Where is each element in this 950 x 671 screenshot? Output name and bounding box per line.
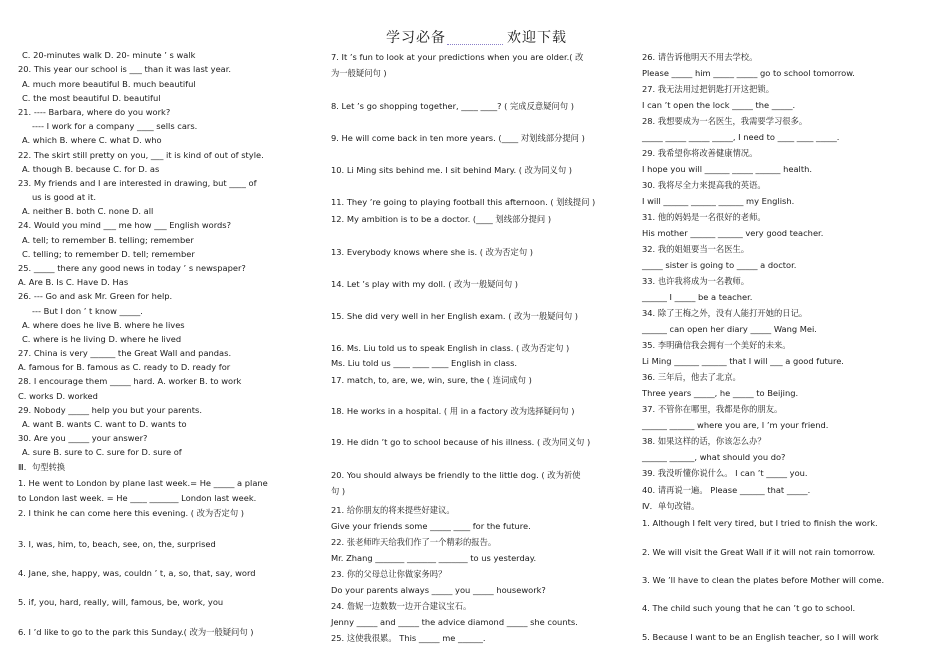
col1-line: 27. China is very ______ the Great Wall and pandas. [18, 348, 232, 358]
col3-line: ______ I _____ be a teacher. [642, 292, 753, 302]
header-right: 欢迎下载 [507, 30, 567, 46]
col2-line: Do your parents always _____ you _____ housework? [331, 585, 546, 595]
col1-line: A. famous for B. famous as C. ready to D. ready for [18, 362, 231, 372]
col3-line: 36. 三年后，他去了北京。 [642, 372, 741, 382]
col2-line: 12. My ambition is to be a doctor. (____ 划线部分提问 ) [331, 214, 552, 224]
col2-line: 23. 你的父母总让你做家务吗？ [331, 569, 447, 579]
col1-line: 5. if, you, hard, really, will, famous, be, work, you [18, 597, 224, 607]
col3-line: 27. 我无法用过把钥匙打开这把锁。 [642, 84, 774, 94]
col2-line: Mr. Zhang _______ _______ _______ to us yesterday. [331, 553, 537, 563]
col3-line: 1. Although I felt very tired, but I tried to finish the work. [642, 518, 878, 528]
col3-line: 34. 除了王梅之外，没有人能打开她的日记。 [642, 308, 808, 318]
col1-line: C. works D. worked [18, 391, 98, 401]
col3-line: 30. 我将尽全力来提高我的英语。 [642, 180, 766, 190]
col2-line: 25. 这使我很累。 This _____ me ______. [331, 633, 486, 643]
col1-line: 22. The skirt still pretty on you, ___ it is kind of out of style. [18, 150, 264, 160]
col3-line: ______ ______, what should you do? [642, 452, 786, 462]
col1-line: C. the most beautiful D. beautiful [22, 93, 161, 103]
col3-line: Li Ming ______ ______ that I will ___ a good future. [642, 356, 844, 366]
col3-line: ______ can open her diary _____ Wang Mei. [642, 324, 817, 334]
col3-line: 38. 如果这样的话，你该怎么办？ [642, 436, 766, 446]
col2-line: 9. He will come back in ten more years. (____ 对划线部分提问 ) [331, 133, 585, 143]
col3-line: 4. The child such young that he can ’t go to school. [642, 603, 856, 613]
col2-line: Ms. Liu told us ____ ____ ____ English in class. [331, 358, 518, 368]
col2-line: 为一般疑问句 ) [331, 68, 387, 78]
col1-line: 30. Are you _____ your answer? [18, 433, 148, 443]
col3-line: I will ______ ______ ______ my English. [642, 196, 795, 206]
col3-line: 35. 李明确信我会拥有一个美好的未来。 [642, 340, 791, 350]
col1-line: to London last week. = He ____ _______ London last week. [18, 493, 257, 503]
col1-line: A. though B. because C. for D. as [22, 164, 160, 174]
col1-line: 26. --- Go and ask Mr. Green for help. [18, 291, 173, 301]
col1-line: A. which B. where C. what D. who [22, 135, 162, 145]
col2-line: Jenny _____ and _____ the advice diamond _____ she counts. [331, 617, 578, 627]
col1-line: ---- I work for a company ____ sells cars. [32, 121, 198, 131]
col1-line: 25. _____ there any good news in today ’ s newspaper? [18, 263, 246, 273]
col2-line: 22. 张老师昨天给我们作了一个精彩的报告。 [331, 537, 497, 547]
col1-line: 28. I encourage them _____ hard. A. worker B. to work [18, 376, 242, 386]
col2-line: 11. They ’re going to playing football this afternoon. ( 划线提问 ) [331, 197, 596, 207]
col3-line: Please _____ him _____ _____ go to school tomorrow. [642, 68, 855, 78]
col1-line: C. where is he living D. where he lived [22, 334, 182, 344]
col3-line: His mother ______ ______ very good teacher. [642, 228, 824, 238]
header-divider [447, 44, 503, 45]
col3-line: 40. 请再说一遍。 Please ______ that _____. [642, 485, 811, 495]
col1-line: us is good at it. [32, 192, 96, 202]
col1-line: A. where does he live B. where he lives [22, 320, 185, 330]
col1-line: 20. This year our school is ___ than it was last year. [18, 64, 232, 74]
col1-line: 3. I, was, him, to, beach, see, on, the, surprised [18, 539, 216, 549]
col3-line: 28. 我想要成为一名医生，我需要学习很多。 [642, 116, 808, 126]
col1-line: C. telling; to remember D. tell; remember [22, 249, 195, 259]
col3-line: I hope you will ______ _____ ______ health. [642, 164, 812, 174]
col1-line: 29. Nobody _____ help you but your parents. [18, 405, 202, 415]
page-header [0, 27, 950, 47]
col2-line: 8. Let ’s go shopping together, ____ ____? ( 完成反意疑问句 ) [331, 101, 574, 111]
col3-line: 39. 我没听懂你说什么。 I can ’t _____ you. [642, 468, 808, 478]
col3-line: Three years _____, he _____ to Beijing. [642, 388, 799, 398]
col3-line: 5. Because I want to be an English teacher, so I will work [642, 632, 879, 642]
col1-line: A. much more beautiful B. much beautiful [22, 79, 196, 89]
col3-line: ______ ______ where you are, I ’m your friend. [642, 420, 829, 430]
col3-line: 37. 不管你在哪里，我都是你的朋友。 [642, 404, 783, 414]
col1-line: C. 20-minutes walk D. 20- minute ’ s walk [22, 50, 196, 60]
col1-line: 21. ---- Barbara, where do you work? [18, 107, 171, 117]
col1-line: Ⅲ．句型转换 [18, 462, 66, 472]
col3-line: Ⅳ．单句改错。 [642, 501, 700, 511]
col2-line: 14. Let ’s play with my doll. ( 改为一般疑问句 ) [331, 279, 519, 289]
col3-line: 32. 我的姐姐要当一名医生。 [642, 244, 750, 254]
col1-line: A. Are B. Is C. Have D. Has [18, 277, 129, 287]
col1-line: A. neither B. both C. none D. all [22, 206, 154, 216]
col2-line: 13. Everybody knows where she is. ( 改为否定句 ) [331, 247, 534, 257]
col2-line: Give your friends some _____ ____ for the future. [331, 521, 531, 531]
col2-line: 18. He works in a hospital. ( 用 in a factory 改为选择疑问句 ) [331, 406, 575, 416]
col1-line: A. tell; to remember B. telling; remember [22, 235, 194, 245]
col2-line: 21. 给你朋友的将来提些好建议。 [331, 505, 455, 515]
col3-line: I can ’t open the lock _____ the _____. [642, 100, 796, 110]
col2-line: 10. Li Ming sits behind me. I sit behind Mary. ( 改为同义句 ) [331, 165, 573, 175]
col1-line: 2. I think he can come here this evening. ( 改为否定句 ) [18, 508, 244, 518]
col3-line: _____ sister is going to _____ a doctor. [642, 260, 797, 270]
col2-line: 7. It ’s fun to look at your predictions when you are older.( 改 [331, 52, 584, 62]
col2-line: 15. She did very well in her English exam. ( 改为一般疑问句 ) [331, 311, 579, 321]
col1-line: A. want B. wants C. want to D. wants to [22, 419, 187, 429]
col1-line: 24. Would you mind ___ me how ___ English words? [18, 220, 231, 230]
col2-line: 17. match, to, are, we, win, sure, the ( 连词成句 ) [331, 375, 532, 385]
col3-line: 31. 他的妈妈是一名很好的老师。 [642, 212, 766, 222]
col1-line: --- But I don ’ t know _____. [32, 306, 143, 316]
col3-line: 3. We ’ll have to clean the plates before Mother will come. [642, 575, 885, 585]
col1-line: 1. He went to London by plane last week.= He _____ a plane [18, 478, 268, 488]
col3-line: 26. 请告诉他明天不用去学校。 [642, 52, 758, 62]
col3-line: 2. We will visit the Great Wall if it will not rain tomorrow. [642, 547, 876, 557]
col2-line: 24. 詹妮一边数数一边开合建议宝石。 [331, 601, 472, 611]
col3-line: _____ _____ _____ _____, I need to ____ ____ _____. [642, 132, 840, 142]
col2-line: 20. You should always be friendly to the little dog. ( 改为祈使 [331, 470, 581, 480]
col3-line: 29. 我希望你将改善健康情况。 [642, 148, 758, 158]
col3-line: 33. 也许我将成为一名教师。 [642, 276, 750, 286]
col1-line: A. sure B. sure to C. sure for D. sure of [22, 447, 182, 457]
col2-line: 16. Ms. Liu told us to speak English in class. ( 改为否定句 ) [331, 343, 570, 353]
header-left: 学习必备 [386, 30, 446, 46]
col1-line: 23. My friends and I are interested in drawing, but ____ of [18, 178, 257, 188]
col2-line: 句 ) [331, 486, 346, 496]
col1-line: 4. Jane, she, happy, was, couldn ’ t, a, so, that, say, word [18, 568, 256, 578]
col1-line: 6. I ’d like to go to the park this Sunday.( 改为一般疑问句 ) [18, 627, 254, 637]
col2-line: 19. He didn ’t go to school because of his illness. ( 改为同义句 ) [331, 437, 591, 447]
